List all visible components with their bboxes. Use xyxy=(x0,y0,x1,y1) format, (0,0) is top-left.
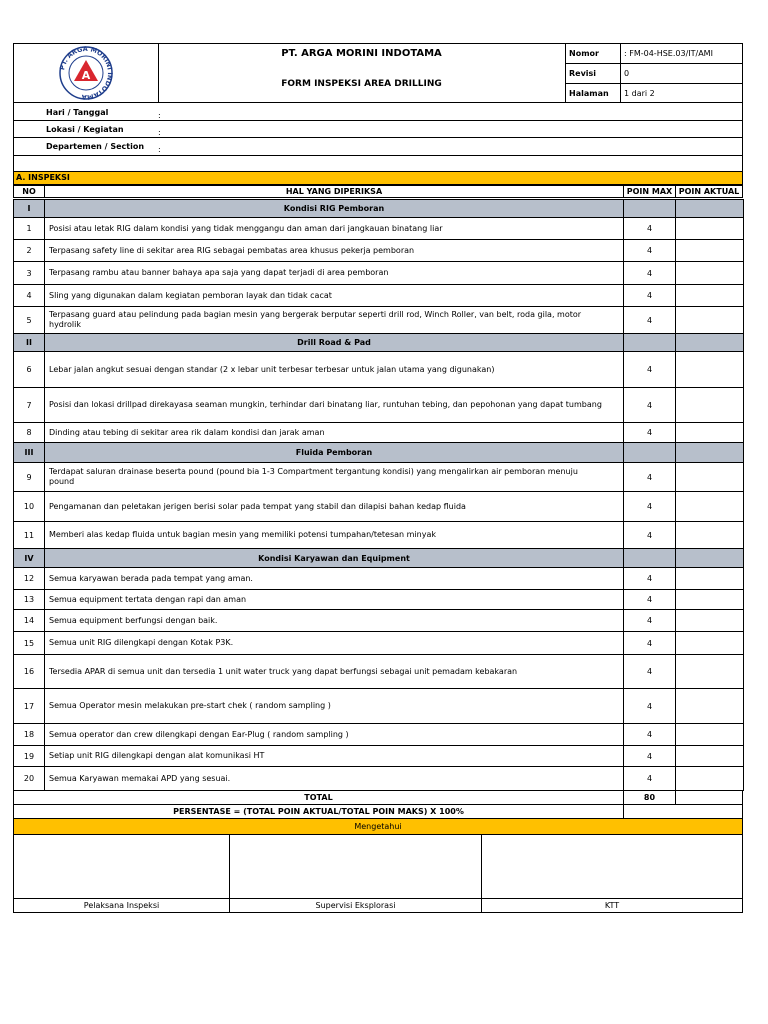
item-description: Sling yang digunakan dalam kegiatan pemboran layak dan tidak cacat xyxy=(44,284,624,307)
item-description: Semua Karyawan memakai APD yang sesuai. xyxy=(44,766,624,791)
item-max-points: 4 xyxy=(623,239,676,262)
item-max-points: 4 xyxy=(623,609,676,632)
item-number: 1 xyxy=(13,217,45,240)
item-actual-points[interactable] xyxy=(675,609,744,632)
item-max-points: 4 xyxy=(623,261,676,285)
logo-letter: A xyxy=(81,69,91,82)
item-max-points: 4 xyxy=(623,217,676,240)
item-actual-points[interactable] xyxy=(675,491,744,522)
col-header-no: NO xyxy=(13,185,45,198)
item-number: 9 xyxy=(13,462,45,492)
item-number: 18 xyxy=(13,723,45,746)
item-max-points: 4 xyxy=(623,631,676,655)
item-max-points: 4 xyxy=(623,387,676,423)
field-label-date: Hari / Tanggal xyxy=(46,107,109,117)
item-actual-points[interactable] xyxy=(675,387,744,423)
item-description: Semua unit RIG dilengkapi dengan Kotak P3K. xyxy=(44,631,624,655)
item-number: 19 xyxy=(13,745,45,767)
item-max-points: 4 xyxy=(623,491,676,522)
group-actual-cell xyxy=(675,199,744,218)
total-actual[interactable] xyxy=(675,790,743,805)
field-input-location[interactable] xyxy=(168,121,728,137)
acknowledged-bar: Mengetahui xyxy=(13,818,743,835)
item-max-points: 4 xyxy=(623,567,676,590)
item-actual-points[interactable] xyxy=(675,306,744,334)
item-actual-points[interactable] xyxy=(675,631,744,655)
section-a-title: A. INSPEKSI xyxy=(16,173,70,182)
signature-label-inspector: Pelaksana Inspeksi xyxy=(13,898,230,913)
item-max-points: 4 xyxy=(623,462,676,492)
item-max-points: 4 xyxy=(623,521,676,549)
item-actual-points[interactable] xyxy=(675,261,744,285)
col-header-actual: POIN AKTUAL xyxy=(675,185,743,198)
signature-box-inspector[interactable] xyxy=(13,834,230,899)
item-number: 8 xyxy=(13,422,45,443)
item-description: Posisi atau letak RIG dalam kondisi yang tidak menggangu dan aman dari jangkauan binatang liar xyxy=(44,217,624,240)
item-max-points: 4 xyxy=(623,284,676,307)
item-description: Semua karyawan berada pada tempat yang aman. xyxy=(44,567,624,590)
item-description: Dinding atau tebing di sekitar area rik dalam kondisi dan jarak aman xyxy=(44,422,624,443)
group-title: Kondisi Karyawan dan Equipment xyxy=(44,548,624,568)
item-actual-points[interactable] xyxy=(675,217,744,240)
meta-value-nomor: : FM-04-HSE.03/IT/AMI xyxy=(624,48,713,58)
company-name: PT. ARGA MORINI INDOTAMA xyxy=(281,47,442,59)
item-actual-points[interactable] xyxy=(675,462,744,492)
company-logo xyxy=(52,45,120,101)
section-a-bar xyxy=(13,171,743,185)
item-number: 15 xyxy=(13,631,45,655)
col-header-max: POIN MAX xyxy=(623,185,676,198)
item-number: 13 xyxy=(13,589,45,610)
meta-label-halaman: Halaman xyxy=(569,88,609,98)
item-description: Setiap unit RIG dilengkapi dengan alat komunikasi HT xyxy=(44,745,624,767)
item-actual-points[interactable] xyxy=(675,745,744,767)
item-number: 3 xyxy=(13,261,45,285)
percentage-value[interactable] xyxy=(623,804,743,819)
item-max-points: 4 xyxy=(623,654,676,689)
group-max-cell xyxy=(623,548,676,568)
group-number: III xyxy=(13,442,45,463)
item-number: 16 xyxy=(13,654,45,689)
item-description: Pengamanan dan peletakan jerigen berisi solar pada tempat yang stabil dan dilapisi bahan kedap fluida xyxy=(44,491,624,522)
meta-value-revisi: 0 xyxy=(624,68,630,78)
item-number: 12 xyxy=(13,567,45,590)
item-max-points: 4 xyxy=(623,306,676,334)
field-label-department: Departemen / Section xyxy=(46,142,145,151)
form-title: FORM INSPEKSI AREA DRILLING xyxy=(281,79,442,89)
item-number: 6 xyxy=(13,351,45,388)
col-header-item: HAL YANG DIPERIKSA xyxy=(44,185,624,198)
group-title: Fluida Pemboran xyxy=(44,442,624,463)
field-input-date[interactable] xyxy=(168,104,728,120)
item-number: 10 xyxy=(13,491,45,522)
meta-value-halaman: 1 dari 2 xyxy=(624,88,655,98)
item-max-points: 4 xyxy=(623,745,676,767)
item-actual-points[interactable] xyxy=(675,567,744,590)
group-number: I xyxy=(13,199,45,218)
item-description: Semua equipment tertata dengan rapi dan aman xyxy=(44,589,624,610)
item-actual-points[interactable] xyxy=(675,422,744,443)
item-number: 11 xyxy=(13,521,45,549)
item-description: Tersedia APAR di semua unit dan tersedia 1 unit water truck yang dapat berfungsi sebagai unit pemadam kebakaran xyxy=(44,654,624,689)
item-actual-points[interactable] xyxy=(675,284,744,307)
group-title: Drill Road & Pad xyxy=(44,333,624,352)
item-number: 7 xyxy=(13,387,45,423)
item-number: 17 xyxy=(13,688,45,724)
group-title: Kondisi RIG Pemboran xyxy=(44,199,624,218)
signature-box-supervisor[interactable] xyxy=(229,834,482,899)
item-description: Semua operator dan crew dilengkapi dengan Ear-Plug ( random sampling ) xyxy=(44,723,624,746)
item-max-points: 4 xyxy=(623,688,676,724)
item-number: 20 xyxy=(13,766,45,791)
item-description: Terpasang guard atau pelindung pada bagian mesin yang bergerak berputar seperti drill rod, Winch Roller, van belt, roda gila, motor hydrolik xyxy=(44,306,624,334)
item-actual-points[interactable] xyxy=(675,766,744,791)
item-max-points: 4 xyxy=(623,723,676,746)
group-number: IV xyxy=(13,548,45,568)
meta-label-nomor: Nomor xyxy=(569,48,599,58)
item-max-points: 4 xyxy=(623,351,676,388)
field-input-department[interactable] xyxy=(168,138,728,155)
logo-ring-text: PT. ARGA MORINI INDOTAMA xyxy=(58,45,115,101)
item-description: Posisi dan lokasi drillpad direkayasa seaman mungkin, terhindar dari binatang liar, runtuhan tebing, dan pepohonan yang dapat tumbang xyxy=(44,387,624,423)
item-actual-points[interactable] xyxy=(675,688,744,724)
item-number: 14 xyxy=(13,609,45,632)
item-max-points: 4 xyxy=(623,422,676,443)
group-actual-cell xyxy=(675,333,744,352)
item-actual-points[interactable] xyxy=(675,521,744,549)
group-max-cell xyxy=(623,333,676,352)
item-description: Semua equipment berfungsi dengan baik. xyxy=(44,609,624,632)
group-max-cell xyxy=(623,199,676,218)
item-max-points: 4 xyxy=(623,589,676,610)
item-max-points: 4 xyxy=(623,766,676,791)
item-description: Lebar jalan angkut sesuai dengan standar (2 x lebar unit terbesar terbesar untuk jalan utama yang digunakan) xyxy=(44,351,624,388)
item-description: Terdapat saluran drainase beserta pound (pound bia 1-3 Compartment tergantung kondisi) yang mengalirkan air pemboran menuju pound xyxy=(44,462,624,492)
signature-box-ktt[interactable] xyxy=(481,834,743,899)
item-description: Terpasang rambu atau banner bahaya apa saja yang dapat terjadi di area pemboran xyxy=(44,261,624,285)
group-max-cell xyxy=(623,442,676,463)
group-actual-cell xyxy=(675,442,744,463)
item-description: Semua Operator mesin melakukan pre-start chek ( random sampling ) xyxy=(44,688,624,724)
item-actual-points[interactable] xyxy=(675,239,744,262)
field-colon-department: : xyxy=(158,144,161,154)
item-description: Terpasang safety line di sekitar area RIG sebagai pembatas area khusus pekerja pemboran xyxy=(44,239,624,262)
field-colon-date: : xyxy=(158,110,161,120)
signature-label-ktt: KTT xyxy=(481,898,743,913)
group-number: II xyxy=(13,333,45,352)
signature-label-supervisor: Supervisi Eksplorasi xyxy=(229,898,482,913)
total-max: 80 xyxy=(623,790,676,805)
item-number: 5 xyxy=(13,306,45,334)
item-actual-points[interactable] xyxy=(675,351,744,388)
item-number: 2 xyxy=(13,239,45,262)
item-description: Memberi alas kedap fluida untuk bagian mesin yang memiliki potensi tumpahan/tetesan minyak xyxy=(44,521,624,549)
total-label: TOTAL xyxy=(13,790,624,805)
group-actual-cell xyxy=(675,548,744,568)
item-number: 4 xyxy=(13,284,45,307)
item-actual-points[interactable] xyxy=(675,654,744,689)
field-colon-location: : xyxy=(158,127,161,137)
percentage-formula: PERSENTASE = (TOTAL POIN AKTUAL/TOTAL POIN MAKS) X 100% xyxy=(13,804,624,819)
item-actual-points[interactable] xyxy=(675,589,744,610)
meta-label-revisi: Revisi xyxy=(569,68,597,78)
item-actual-points[interactable] xyxy=(675,723,744,746)
field-label-location: Lokasi / Kegiatan xyxy=(46,124,124,134)
